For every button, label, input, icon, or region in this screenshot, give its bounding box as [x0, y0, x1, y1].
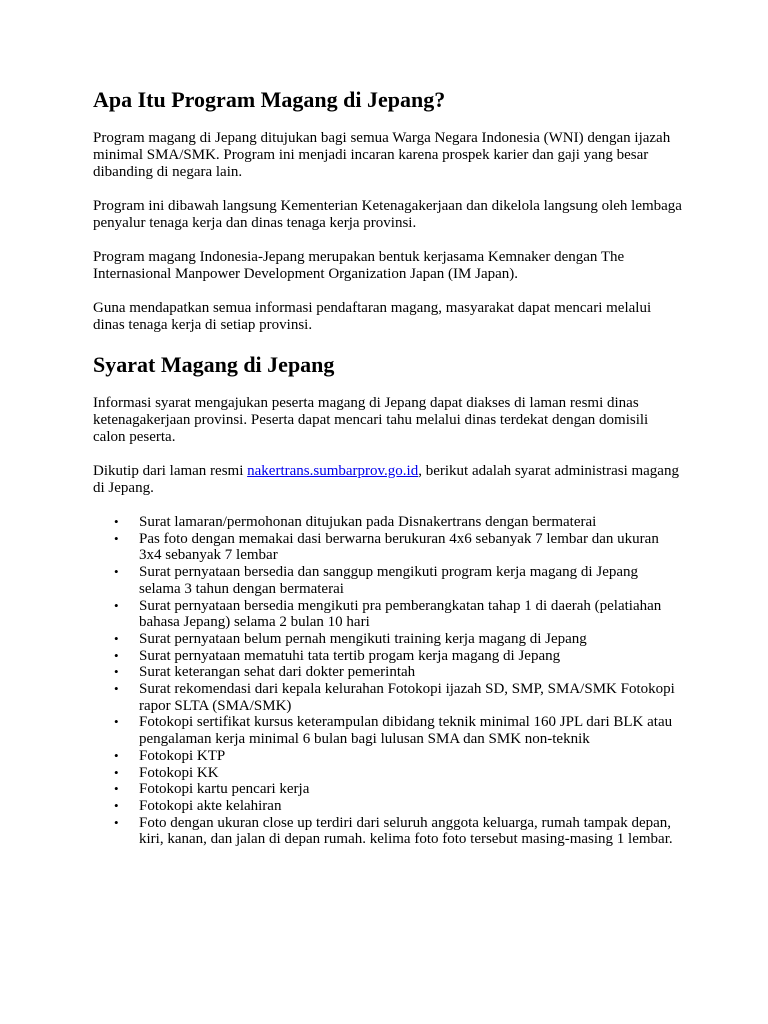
list-item-text: Foto dengan ukuran close up terdiri dari seluruh anggota keluarga, rumah tampak depan, kiri, kanan, dan jalan di depan rumah. kelima foto foto tersebut masing-masing 1 lembar. [139, 814, 673, 848]
paragraph-intro: Program magang di Jepang ditujukan bagi semua Warga Negara Indonesia (WNI) dengan ijazah minimal SMA/SMK. Program ini menjadi incaran karena prospek karier dan gaji yang besar dibanding di negara lain. [93, 130, 671, 180]
list-item-text: Fotokopi sertifikat kursus keterampulan dibidang teknik minimal 160 JPL dari BLK atau pengalaman kerja minimal 6 bulan bagi lulusan SMA dan SMK non-teknik [139, 714, 673, 748]
bullet-icon: • [114, 714, 119, 730]
list-item-text: Surat pernyataan bersedia mengikuti pra pemberangkatan tahap 1 di daerah (pelatiahan bahasa Jepang) selama 2 bulan 10 hari [139, 597, 662, 631]
list-item [114, 564, 683, 597]
list-item-text: Surat keterangan sehat dari dokter pemerintah [139, 664, 416, 681]
list-item-text: Surat pernyataan bersedia dan sanggup mengikuti program kerja magang di Jepang selama 3 tahun dengan bermaterai [139, 564, 639, 597]
bullet-icon: • [114, 530, 119, 546]
bullet-icon: • [114, 797, 119, 813]
list-item [114, 714, 683, 748]
heading-syarat-magang: Syarat Magang di Jepang [93, 352, 335, 377]
paragraph-syarat-intro: Informasi syarat mengajukan peserta magang di Jepang dapat diakses di laman resmi dinas ketenagakerjaan provinsi. Peserta dapat mencari tahu melalui dinas terdekat dengan domisili calon peserta. [93, 395, 649, 445]
bullet-icon: • [114, 747, 119, 763]
source-prefix: Dikutip dari laman resmi [93, 463, 248, 479]
list-item-text: Fotokopi KTP [139, 747, 226, 764]
list-item [114, 781, 683, 798]
list-item [114, 597, 683, 631]
list-item-text: Fotokopi kartu pencari kerja [139, 781, 310, 798]
list-item-text: Surat pernyataan mematuhi tata tertib progam kerja magang di Jepang [139, 647, 561, 664]
list-item [114, 764, 683, 782]
heading-program-magang: Apa Itu Program Magang di Jepang? [93, 87, 446, 112]
paragraph-kementerian: Program ini dibawah langsung Kementerian Ketenagakerjaan dan dikelola langsung oleh lembaga penyalur tenaga kerja dan dinas tenaga kerja provinsi. [93, 198, 682, 231]
bullet-icon: • [114, 664, 119, 680]
bullet-icon: • [114, 814, 119, 830]
list-item [114, 630, 683, 648]
list-item [114, 797, 683, 815]
list-item-text: Surat rekomendasi dari kepala kelurahan Fotokopi ijazah SD, SMP, SMA/SMK Fotokopi rapor SLTA (SMA/SMK) [139, 681, 675, 714]
list-item [114, 747, 683, 765]
bullet-icon: • [114, 681, 119, 697]
paragraph-kerjasama: Program magang Indonesia-Jepang merupakan bentuk kerjasama Kemnaker dengan The Internasional Manpower Development Organization Japan (IM Japan). [93, 249, 625, 282]
list-item-text: Fotokopi akte kelahiran [139, 797, 282, 814]
source-link[interactable]: nakertrans.sumbarprov.go.id [247, 463, 419, 479]
bullet-icon: • [114, 647, 119, 663]
list-item-text: Surat lamaran/permohonan ditujukan pada Disnakertrans dengan bermaterai [139, 514, 597, 530]
bullet-icon: • [114, 564, 119, 580]
paragraph-source [93, 463, 683, 497]
bullet-icon: • [114, 764, 119, 780]
bullet-icon: • [114, 630, 119, 646]
list-item-text: Fotokopi KK [139, 764, 219, 781]
list-item [114, 814, 683, 848]
list-item [114, 664, 683, 681]
list-item-text: Surat pernyataan belum pernah mengikuti training kerja magang di Jepang [139, 630, 587, 647]
list-item [114, 681, 683, 714]
bullet-icon: • [114, 597, 119, 613]
bullet-icon: • [114, 781, 119, 797]
source-suffix: , berikut adalah syarat administrasi magang di Jepang. [93, 463, 679, 496]
list-item [114, 647, 683, 665]
list-item [114, 530, 683, 564]
list-item [114, 514, 683, 531]
paragraph-informasi: Guna mendapatkan semua informasi pendaftaran magang, masyarakat dapat mencari melalui dinas tenaga kerja di setiap provinsi. [93, 300, 652, 333]
document-page [93, 86, 683, 848]
requirements-list [93, 514, 683, 848]
list-item-text: Pas foto dengan memakai dasi berwarna berukuran 4x6 sebanyak 7 lembar dan ukuran 3x4 sebanyak 7 lembar [139, 530, 659, 564]
bullet-icon: • [114, 514, 119, 529]
